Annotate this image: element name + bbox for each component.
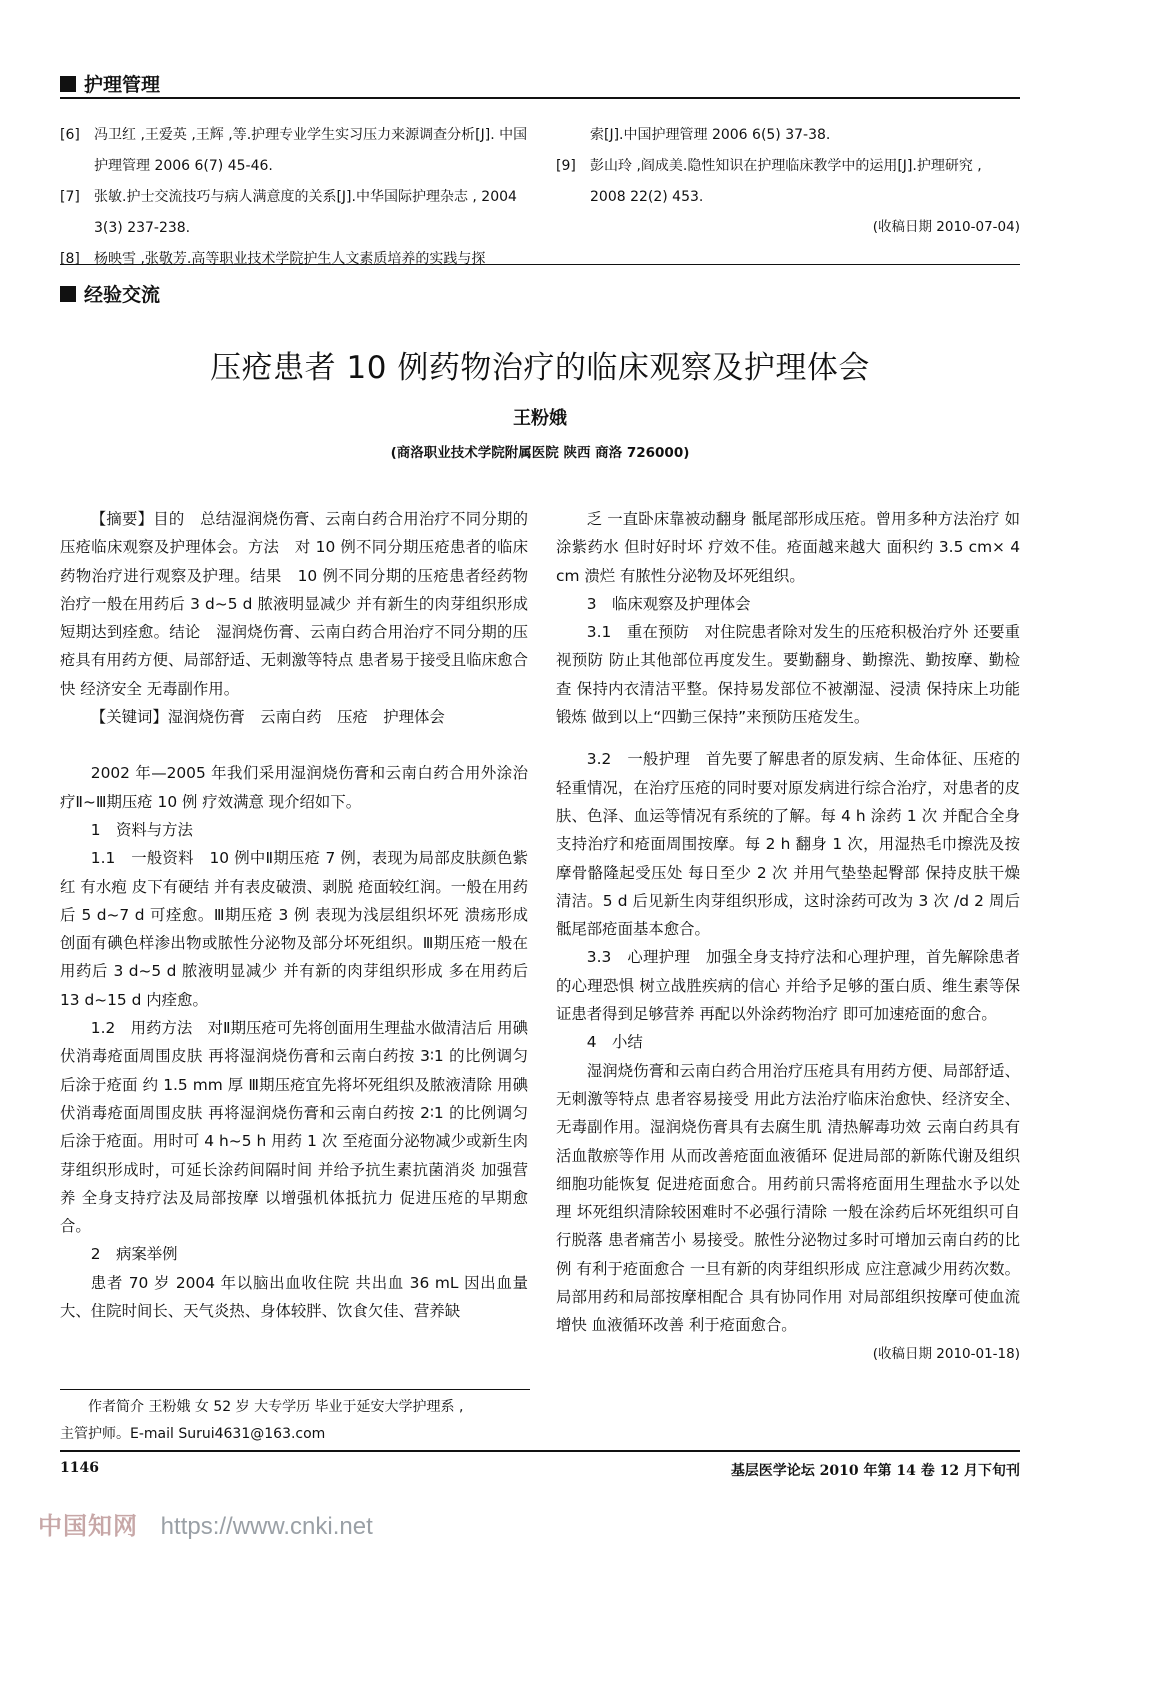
article-title: 压疮患者 10 例药物治疗的临床观察及护理体会 — [210, 350, 870, 386]
footnote-line: 主管护师。E-mail Surui4631@163.com — [60, 1426, 326, 1442]
footer-rule — [60, 1450, 1020, 1452]
right-column — [556, 505, 1020, 1368]
reference-text: 冯卫红 ,王爱英 ,王辉 ,等.护理专业学生实习压力来源调查分析[J]. 中国护理管理 2006 6(7) 45-46. — [94, 127, 528, 174]
section-divider — [60, 264, 1020, 265]
paragraph-3-3: 3.3 心理护理 加强全身支持疗法和心理护理，首先解除患者的心理恐惧 树立战胜疾病的信心 并给予足够的蛋白质、维生素等保证患者得到足够营养 再配以外涂药物治疗 即可加速疮面的愈合。 — [556, 948, 1020, 1024]
paragraph-3-1: 3.1 重在预防 对住院患者除对发生的压疮积极治疗外 还要重视预防 防止其他部位再度发生。要勤翻身、勤擦洗、勤按摩、勤检查 保持内衣清洁平整。保持易发部位不被潮湿、浸渍 保持床上功能锻炼 做到以上“四勤三保持”来预防压疮发生。 — [556, 623, 1020, 727]
article-author: 王粉娥 — [513, 408, 567, 429]
article-affiliation: (商洛职业技术学院附属医院 陕西 商洛 726000) — [390, 445, 690, 461]
abstract: 【摘要】目的 总结湿润烧伤膏、云南白药合用治疗不同分期的压疮临床观察及护理体会。方法 对 10 例不同分期压疮患者的临床药物治疗进行观察及护理。结果 10 例不同分期的压疮患者经药物治疗一般在用药后 3 d~5 d 脓液明显减少 并有新生的肉芽组织形成 短期达到痊愈。结论 湿润烧伤膏、云南白药合用治疗不同分期的压疮具有用药方便、局部舒适、无刺激等特点 患者易于接受且临床愈合快 经济安全 无毒副作用。 — [60, 510, 528, 698]
reference-item — [556, 120, 1020, 151]
reference-text: 彭山玲 ,阎成美.隐性知识在护理临床教学中的运用[J].护理研究 , 2008 22(2) 453. — [590, 158, 982, 205]
paragraph-1-1: 1.1 一般资料 10 例中Ⅱ期压疮 7 例，表现为局部皮肤颜色紫红 有水疱 皮下有硬结 并有表皮破溃、剥脱 疮面较红润。一般在用药后 5 d~7 d 可痊愈。Ⅲ期压疮 3 例 表现为浅层组织坏死 溃疡形成 创面有碘色样渗出物或脓性分泌物及部分坏死组织。Ⅲ期压疮一般在用药后 3 d~5 d 脓液明显减少 并有新的肉芽组织形成 多在用药后 13 d~15 d 内痊愈。 — [60, 849, 528, 1009]
reference-text: 张敏.护士交流技巧与病人满意度的关系[J].中华国际护理杂志 , 2004 3(3) 237-238. — [94, 189, 517, 236]
heading-1: 1 资料与方法 — [90, 820, 193, 839]
paragraph-3-2: 3.2 一般护理 首先要了解患者的原发病、生命体征、压疮的轻重情况，在治疗压疮的同时要对原发病进行综合治疗，对患者的皮肤、色泽、血运等情况有系统的了解。每 4 h 涂药 1 次 并配合全身支持治疗和疮面周围按摩。每 2 h 翻身 1 次，用湿热毛巾擦洗及按摩骨骼隆起受压处 每日至少 2 次 并用气垫垫起臀部 保持皮肤干燥清洁。5 d 后见新生肉芽组织形成，这时涂药可改为 3 次 /d 2 周后骶尾部疮面基本愈合。 — [556, 750, 1020, 939]
paragraph-1-2: 1.2 用药方法 对Ⅱ期压疮可先将创面用生理盐水做清洁后 用碘伏消毒疮面周围皮肤 再将湿润烧伤膏和云南白药按 3∶1 的比例调匀后涂于疮面 约 1.5 mm 厚 Ⅲ期压疮宜先将坏死组织及脓液清除 用碘伏消毒疮面周围皮肤 再将湿润烧伤膏和云南白药按 2∶1 的比例调匀后涂于疮面。用时可 4 h~5 h 用药 1 次 至疮面分泌物减少或新生肉芽组织形成时，可延长涂药间隔时间 并给予抗生素抗菌消炎 加强营养 全身支持疗法及局部按摩 以增强机体抵抗力 促进压疮的早期愈合。 — [60, 1019, 528, 1236]
reference-number — [556, 120, 590, 151]
header-rule — [60, 97, 1020, 99]
references-right — [556, 120, 1020, 235]
cnki-url[interactable]: https://www.cnki.net — [160, 1513, 373, 1540]
section-header — [60, 280, 160, 307]
intro-paragraph: 2002 年—2005 年我们采用湿润烧伤膏和云南白药合用外涂治疗Ⅱ~Ⅲ期压疮 10 例 疗效满意 现介绍如下。 — [60, 764, 528, 811]
section-title: 经验交流 — [84, 284, 161, 306]
keywords: 【关键词】湿润烧伤膏 云南白药 压疮 护理体会 — [90, 708, 445, 727]
section-header — [60, 70, 160, 97]
reference-number: [8] — [60, 251, 80, 267]
reference-item — [60, 244, 535, 275]
square-bullet-icon — [60, 286, 76, 302]
reference-number: [7] — [60, 189, 80, 205]
cnki-watermark — [38, 1506, 373, 1541]
section-title: 护理管理 — [84, 74, 161, 96]
page-number: 1146 — [60, 1460, 99, 1476]
reference-number: [9] — [556, 158, 576, 174]
reference-text: 索[J].中国护理管理 2006 6(5) 37-38. — [590, 127, 831, 143]
reference-number: [6] — [60, 127, 80, 143]
author-footnote — [60, 1394, 530, 1448]
heading-4: 4 小结 — [586, 1033, 643, 1052]
paragraph-4: 湿润烧伤膏和云南白药合用治疗压疮具有用药方便、局部舒适、无刺激等特点 患者容易接受 用此方法治疗临床治愈快、经济安全、无毒副作用。湿润烧伤膏具有去腐生肌 清热解毒功效 云南白药具有活血散瘀等作用 从而改善疮面血液循环 促进局部的新陈代谢及组织细胞功能恢复 促进疮面愈合。用药前只需将疮面用生理盐水予以处理 坏死组织清除较困难时不必强行清除 一般在涂药后坏死组织可自行脱落 患者痛苦小 易接受。脓性分泌物过多时可增加云南白药的比例 有利于疮面愈合 一旦有新的肉芽组织形成 应注意减少用药次数。局部用药和局部按摩相配合 具有协同作用 对局部组织按摩可使血流增快 血液循环改善 利于疮面愈合。 — [556, 1061, 1020, 1335]
footnote-rule — [60, 1389, 530, 1390]
reference-item — [60, 182, 535, 244]
received-date: (收稿日期 2010-01-18) — [872, 1345, 1020, 1362]
reference-item — [556, 151, 1020, 213]
cnki-logo: 中国知网 — [38, 1513, 138, 1540]
left-column — [60, 505, 528, 1325]
footnote-line: 作者简介 王粉娥 女 52 岁 大专学历 毕业于延安大学护理系 , — [88, 1399, 464, 1415]
references-left — [60, 120, 535, 275]
received-date: (收稿日期 2010-07-04) — [872, 219, 1020, 235]
heading-2: 2 病案举例 — [90, 1245, 178, 1264]
paragraph-2: 患者 70 岁 2004 年以脑出血收住院 共出血 36 mL 因出血量大、住院时间长、天气炎热、身体较胖、饮食欠佳、营养缺 — [60, 1273, 528, 1321]
reference-item — [60, 120, 535, 182]
journal-info: 基层医学论坛 2010 年第 14 卷 12 月下旬刊 — [730, 1463, 1020, 1479]
paragraph-2-cont: 乏 一直卧床靠被动翻身 骶尾部形成压疮。曾用多种方法治疗 如涂紫药水 但时好时坏 疗效不佳。疮面越来越大 面积约 3.5 cm× 4 cm 溃烂 有脓性分泌物及坏死组织。 — [556, 510, 1020, 585]
heading-3: 3 临床观察及护理体会 — [586, 594, 751, 613]
reference-text: 杨映雪 ,张敬芳.高等职业技术学院护生人文素质培养的实践与探 — [94, 251, 486, 267]
square-bullet-icon — [60, 76, 76, 92]
